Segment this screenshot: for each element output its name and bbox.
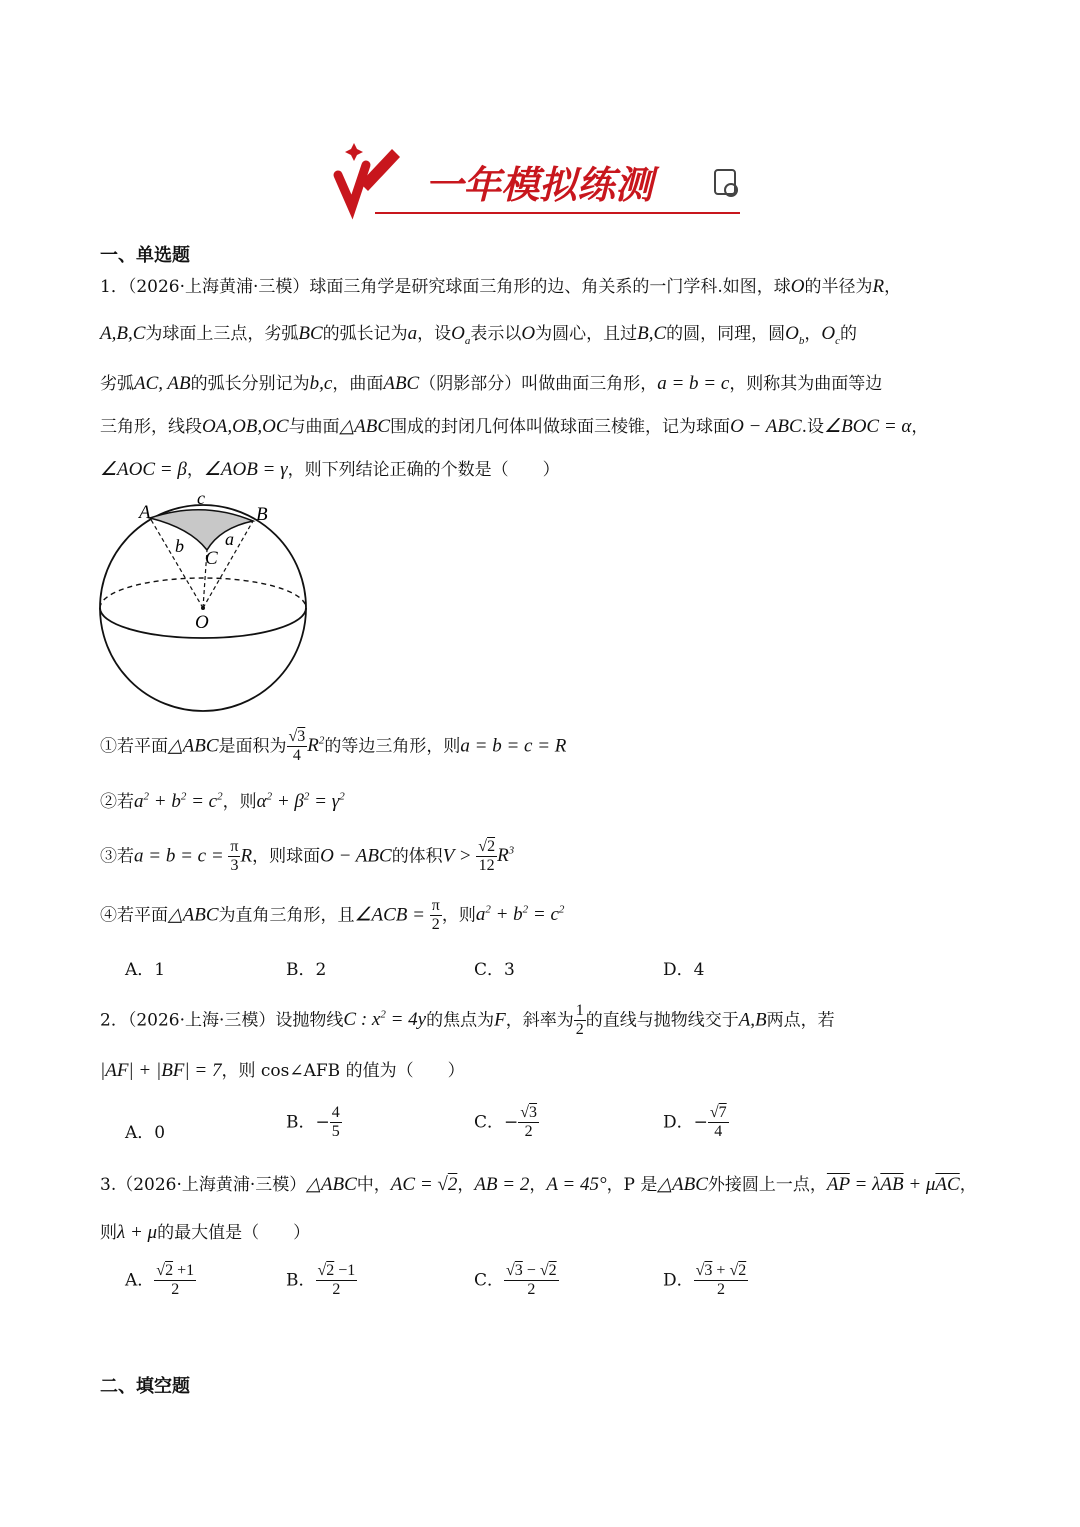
- text: ，则球面: [252, 846, 321, 867]
- text: ，则 cos∠AFB 的值为（ ）: [221, 1061, 465, 1081]
- math: AC, AB: [134, 373, 191, 394]
- math: $a^2 + b^2 = c^2$: [134, 790, 223, 812]
- math: a = b = c: [657, 373, 730, 394]
- text: ，则下列结论正确的个数是（ ）: [287, 460, 560, 480]
- label-C: C: [205, 548, 218, 569]
- fraction: $\frac{√2 -1}{2}$: [317, 1262, 356, 1299]
- math: R: [872, 276, 885, 297]
- math: $a^2 + b^2 = c^2$: [475, 904, 565, 926]
- text: 的直线与抛物线交于: [585, 1010, 739, 1031]
- math: O: [521, 323, 536, 344]
- text: 的半径为: [804, 277, 873, 297]
- math: ∠BOC = α: [824, 416, 912, 437]
- math: a: [407, 323, 418, 344]
- math: O: [790, 276, 805, 297]
- text: ，: [529, 1175, 547, 1195]
- text: 劣弧: [100, 374, 134, 394]
- label-O: O: [195, 612, 209, 633]
- text: ，则: [441, 905, 476, 926]
- fraction: $\frac{\pi}{2}$: [431, 897, 440, 934]
- option-label: D．: [663, 1270, 694, 1291]
- math: BC: [298, 323, 323, 344]
- text: 为球面上三点，劣弧: [145, 324, 299, 344]
- q3-option-a[interactable]: [125, 1262, 196, 1300]
- math: λ + μ: [117, 1222, 158, 1243]
- option-label: B．: [286, 1270, 316, 1291]
- text: （阴影部分）叫做曲面三角形，: [419, 374, 658, 394]
- q1-line-1: 1．（2026·上海黄浦·三模）球面三角学是研究球面三角形的边、角关系的一门学科.如图，球O的半径为R，: [100, 276, 902, 297]
- sphere-figure: [95, 488, 315, 718]
- q1-line-4: 三角形，线段OA,OB,OC与曲面△ABC围成的封闭几何体叫做球面三棱锥，记为球面O − ABC.设∠BOC = α，: [100, 416, 929, 437]
- math: ∠ACB =: [354, 904, 430, 926]
- text: 是面积为: [218, 736, 287, 757]
- math: △ABC: [168, 735, 219, 757]
- text: 为圆心，且过: [535, 324, 638, 344]
- math: △ABC: [168, 904, 219, 926]
- text: 围成的封闭几何体叫做球面三棱锥，记为球面: [390, 417, 731, 437]
- text: ①若平面: [100, 736, 168, 757]
- text: 中，: [356, 1175, 391, 1195]
- text: 外接圆上一点，: [707, 1175, 827, 1195]
- text: .设: [801, 417, 825, 437]
- math: △ABC: [306, 1174, 357, 1195]
- text: 则: [100, 1223, 117, 1243]
- fraction: $\frac{1}{2}$: [575, 1002, 584, 1039]
- fraction: $\frac{√3 + √2}{2}$: [695, 1262, 747, 1299]
- fraction: $\frac{4}{5}$: [331, 1104, 340, 1141]
- q1-option-b[interactable]: B．2: [286, 960, 327, 980]
- q2-line-2: [100, 1060, 465, 1083]
- math: F: [494, 1009, 506, 1031]
- math: O − ABC: [730, 416, 802, 437]
- fraction: $\frac{√2 +1}{2}$: [156, 1262, 195, 1299]
- math: $O_b$: [785, 323, 805, 347]
- math: $O_c$: [821, 323, 841, 347]
- text: 的弧长分别记为: [190, 374, 310, 394]
- math: B,C: [637, 323, 667, 344]
- q3-option-c[interactable]: [474, 1262, 559, 1300]
- math: ∠AOB = γ: [203, 459, 288, 480]
- text: 的体积: [391, 846, 443, 867]
- text: 2．（2026·上海·三模）设抛物线: [100, 1010, 344, 1031]
- math: △ABC: [657, 1174, 708, 1195]
- text: 3.（2026·上海黄浦·三模）: [100, 1175, 307, 1195]
- text: 1．（2026·上海黄浦·三模）球面三角学是研究球面三角形的边、角关系的一门学科.如图，球: [100, 277, 791, 297]
- math: a = b = c =: [134, 845, 229, 867]
- math: $O_a$: [451, 323, 471, 347]
- text: ，则: [222, 792, 257, 812]
- text: ，曲面: [332, 374, 384, 394]
- text: ④若平面: [100, 905, 168, 926]
- option-label: C．: [474, 1112, 505, 1133]
- text: 两点，若: [766, 1010, 835, 1031]
- q1-option-c[interactable]: C．3: [474, 960, 515, 980]
- math: C : $x^2 = 4y$: [343, 1009, 427, 1031]
- text: 的: [840, 324, 858, 344]
- math: ∠AOC = β: [100, 459, 187, 480]
- text: 的弧长记为: [322, 324, 408, 344]
- q2-option-a[interactable]: A．0: [125, 1123, 166, 1143]
- text: 的焦点为: [426, 1010, 495, 1031]
- label-B: B: [256, 504, 268, 525]
- q1-statement-1: [100, 728, 566, 766]
- q1-option-d[interactable]: D．4: [663, 960, 705, 980]
- q1-statement-3: [100, 838, 514, 876]
- math: O − ABC: [320, 845, 392, 867]
- label-b: b: [175, 536, 184, 556]
- fraction: $\frac{√7}{4}$: [709, 1104, 727, 1141]
- fraction: $\frac{\pi}{3}$: [230, 838, 239, 875]
- math: $\overline{AP} = \lambda\overline{AB} + \mu\overline{AC}$: [826, 1174, 960, 1195]
- section-heading-fill-blank: 二、填空题: [100, 1376, 190, 1397]
- fraction: $\frac{√3}{2}$: [520, 1104, 538, 1141]
- math: OA,OB,OC: [202, 416, 289, 437]
- math: $R^2$: [307, 735, 325, 757]
- banner: [330, 135, 745, 225]
- math: AC = √2: [390, 1174, 458, 1195]
- fraction: $\frac{√3}{4}$: [288, 728, 306, 765]
- q1-line-2: A,B,C为球面上三点，劣弧BC的弧长记为a，设$O_a$表示以O为圆心，且过B,C的圆，同理，圆$O_b$，$O_c$的: [100, 323, 858, 347]
- text: ，斜率为: [505, 1010, 574, 1031]
- fraction: $\frac{√2}{12}$: [478, 838, 496, 875]
- q2-option-b[interactable]: B．− $\frac{4}{5}$: [286, 1104, 340, 1141]
- math: ABC: [383, 373, 420, 394]
- text: ③若: [100, 846, 134, 867]
- q2-option-c[interactable]: C．− $\frac{√3}{2}$: [474, 1104, 538, 1141]
- text: 与曲面: [288, 417, 340, 437]
- math: △ABC: [339, 416, 391, 437]
- label-c: c: [197, 488, 205, 508]
- math: A = 45°: [546, 1174, 607, 1195]
- text: ②若: [100, 792, 134, 812]
- text: 表示以: [470, 324, 522, 344]
- banner-graphic: [330, 135, 745, 225]
- text: ，设: [417, 324, 452, 344]
- q2-option-d[interactable]: D．− $\frac{√7}{4}$: [663, 1104, 727, 1141]
- text: 三角形，线段: [100, 417, 202, 437]
- option-label: A．: [125, 1270, 155, 1291]
- text: ，: [457, 1175, 475, 1195]
- q3-option-d[interactable]: [663, 1262, 748, 1300]
- section-heading-single-choice: 一、单选题: [100, 245, 190, 266]
- text: ，P 是: [606, 1175, 658, 1195]
- math: b,c: [309, 373, 333, 394]
- label-A: A: [139, 502, 151, 523]
- q2-line-1: [100, 1002, 835, 1040]
- math: a = b = c = R: [460, 735, 567, 757]
- text: ，则称其为曲面等边: [729, 374, 883, 394]
- banner-title: 一年模拟练测: [425, 163, 654, 207]
- math: $R^3$: [497, 845, 515, 867]
- label-a: a: [225, 529, 234, 549]
- option-label: D．: [663, 1112, 694, 1133]
- math: R: [240, 845, 253, 867]
- q1-line-3: [100, 373, 882, 396]
- text: 为直角三角形，且: [218, 905, 355, 926]
- option-label: B．: [286, 1112, 316, 1133]
- text: 的圆，同理，圆: [666, 324, 786, 344]
- q3-line-1: 3.（2026·上海黄浦·三模）△ABC中，AC = √2，AB = 2，A = 45°，P 是△ABC外接圆上一点，$\overline{AP} = \lambda\overline{AB} + \mu\overline{AC}$，: [100, 1174, 977, 1195]
- math: AB = 2: [474, 1174, 530, 1195]
- fraction: $\frac{√3 - √2}{2}$: [506, 1262, 557, 1299]
- text: 的等边三角形，则: [324, 736, 461, 757]
- math: V >: [442, 845, 477, 867]
- q3-line-2: [100, 1222, 310, 1245]
- option-label: C．: [474, 1270, 505, 1291]
- q1-line-5: ∠AOC = β，∠AOB = γ，则下列结论正确的个数是（ ）: [100, 459, 560, 480]
- math: A,B: [738, 1009, 767, 1031]
- q1-option-a[interactable]: A．1: [125, 960, 166, 980]
- math: |AF| + |BF| = 7: [100, 1060, 222, 1081]
- math: A,B,C: [100, 323, 146, 344]
- q3-option-b[interactable]: [286, 1262, 357, 1300]
- text: 的最大值是（ ）: [157, 1223, 311, 1243]
- math: $\alpha^2 + \beta^2 = \gamma^2$: [256, 790, 345, 812]
- q1-statement-4: [100, 897, 564, 935]
- q1-statement-2: [100, 791, 345, 814]
